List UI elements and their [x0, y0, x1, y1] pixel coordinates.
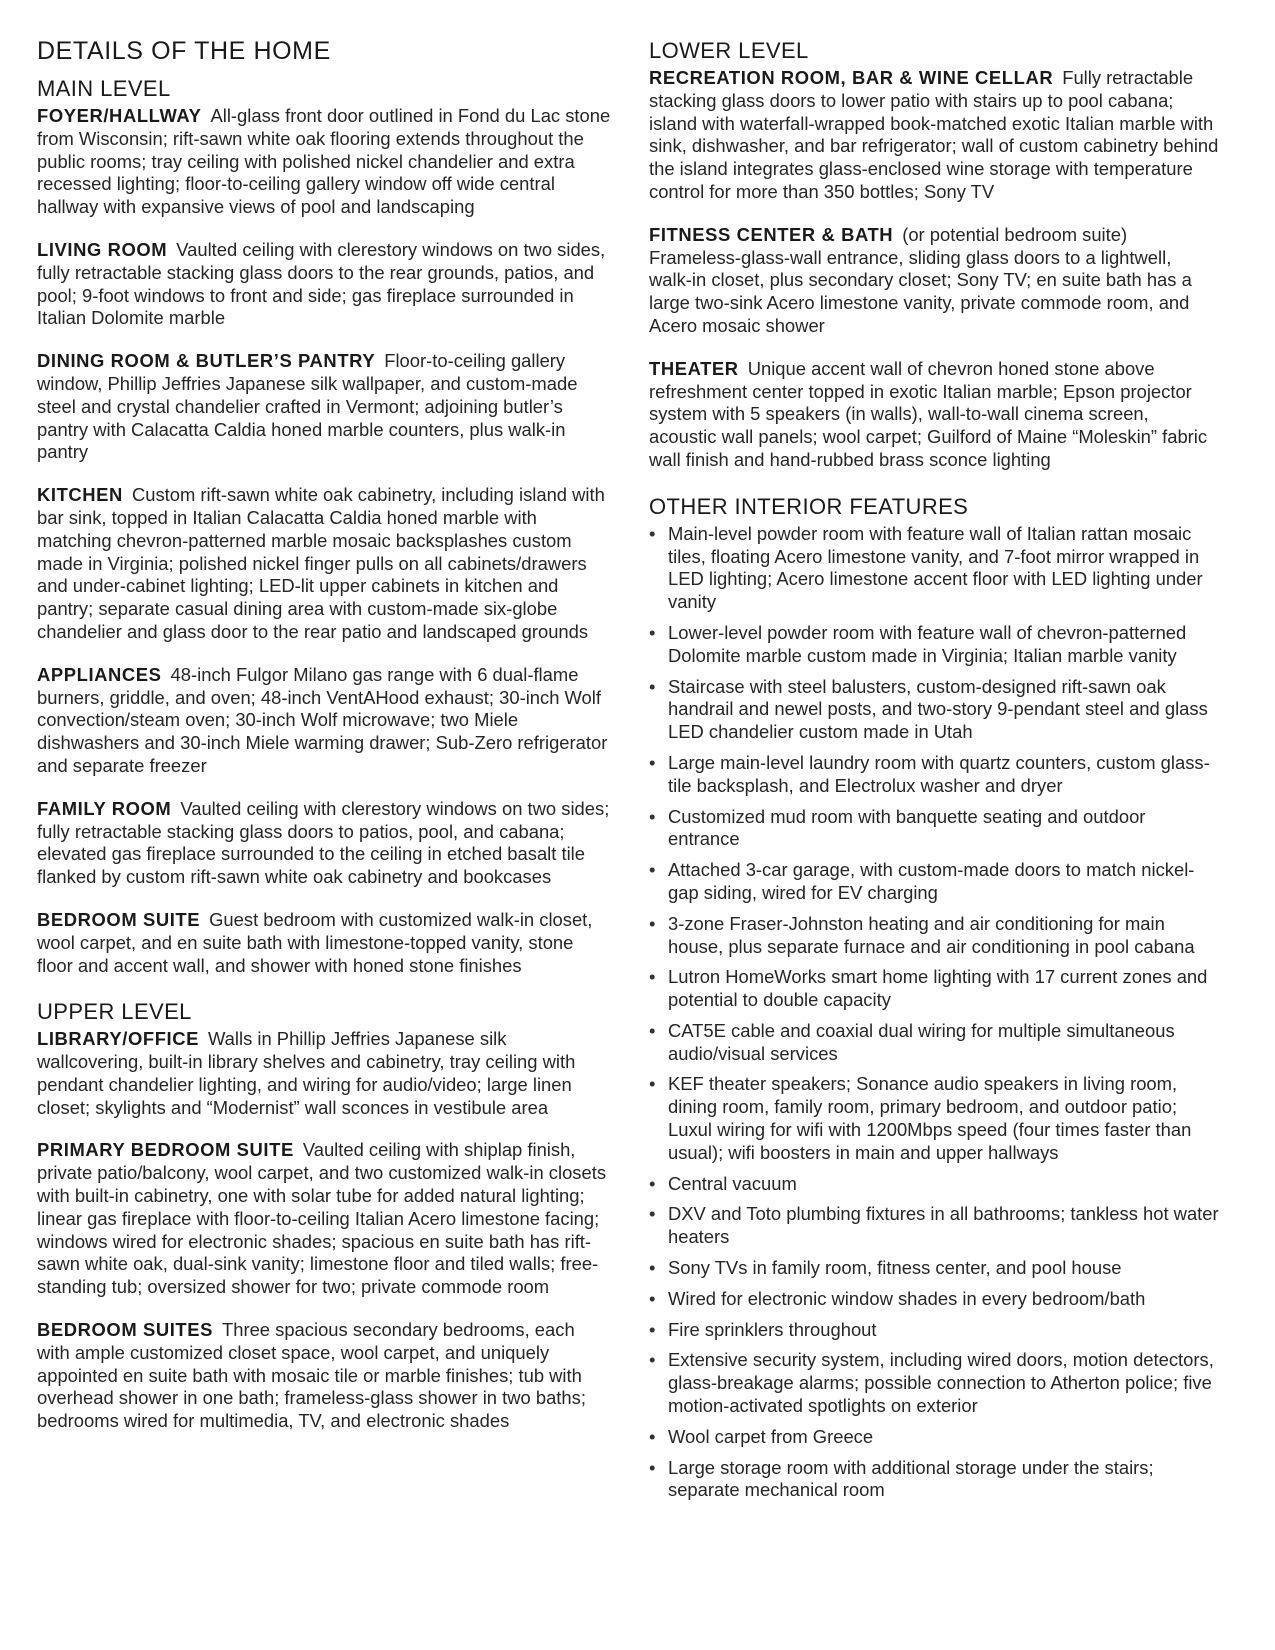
feature-item: • Main-level powder room with feature wall of Italian rattan mosaic tiles, floating Acero limestone vanity, and 7-foot mirror wrapped in LED lighting; Acero limestone accent floor with LED lighting under vanity: [649, 523, 1219, 614]
feature-item: • Sony TVs in family room, fitness center, and pool house: [649, 1257, 1219, 1280]
section-label: FAMILY ROOM: [37, 797, 172, 819]
section-recreation-room: [649, 67, 1219, 204]
lower-level-heading: LOWER LEVEL: [649, 38, 809, 63]
feature-item: • Large storage room with additional storage under the stairs; separate mechanical room: [649, 1457, 1219, 1503]
document-title: DETAILS OF THE HOME: [37, 37, 331, 65]
section-text: Unique accent wall of chevron honed stone above refreshment center topped in exotic Italian marble; Epson projector system with 5 speakers (in walls), wall-to-wall cinema screen, acoustic wall panels; wool carpet; Guilford of Maine “Moleskin” fabric wall finish and hand-rubbed brass sconce lighting: [649, 357, 1208, 470]
section-label: RECREATION ROOM, BAR & WINE CELLAR: [649, 67, 1054, 88]
main-level-sections: [37, 105, 611, 977]
feature-item: • DXV and Toto plumbing fixtures in all bathrooms; tankless hot water heaters: [649, 1203, 1219, 1249]
section-theater: [649, 358, 1219, 472]
section-label: FOYER/HALLWAY: [37, 105, 202, 126]
feature-item: • Central vacuum: [649, 1173, 1219, 1196]
section-text: Three spacious secondary bedrooms, each with ample customized closet space, wool carpet, and uniquely appointed en suite bath with mosaic tile or marble finishes; tub with overhead shower in one bath; frameless-glass shower in two baths; bedrooms wired for multimedia, TV, and electronic shades: [37, 1319, 586, 1432]
feature-item: • Wool carpet from Greece: [649, 1426, 1219, 1449]
section-label: LIBRARY/OFFICE: [37, 1028, 199, 1050]
section-bedroom-suites: [37, 1319, 611, 1433]
feature-item: • Extensive security system, including wired doors, motion detectors, glass-breakage alarms; possible connection to Atherton police; five motion-activated spotlights on exterior: [649, 1349, 1219, 1417]
feature-item: • Large main-level laundry room with quartz counters, custom glass-tile backsplash, and Electrolux washer and dryer: [649, 752, 1219, 798]
lower-level-sections: [649, 67, 1219, 472]
section-label: BEDROOM SUITE: [37, 908, 201, 930]
section-bedroom-suite: [37, 909, 611, 977]
feature-item: • Lower-level powder room with feature wall of chevron-patterned Dolomite marble custom made in Virginia; Italian marble vanity: [649, 622, 1219, 668]
section-text: Fully retractable stacking glass doors to lower patio with stairs up to pool cabana; island with waterfall-wrapped book-matched exotic Italian marble with sink, dishwasher, and bar refrigerator; wall of custom cabinetry behind the island integrates glass-enclosed wine storage with temperature control for more than 350 bottles; Sony TV: [649, 67, 1219, 202]
section-label: BEDROOM SUITES: [37, 1319, 213, 1341]
section-appliances: [37, 664, 611, 778]
upper-level-sections: [37, 1028, 611, 1433]
feature-item: • Wired for electronic window shades in every bedroom/bath: [649, 1288, 1219, 1311]
section-label: LIVING ROOM: [37, 238, 168, 260]
upper-level-heading: UPPER LEVEL: [37, 999, 192, 1025]
section-label: DINING ROOM & BUTLER’S PANTRY: [37, 350, 376, 372]
section-primary-bedroom-suite: [37, 1139, 611, 1299]
feature-item: • KEF theater speakers; Sonance audio speakers in living room, dining room, family room, primary bedroom, and outdoor patio; Luxul wiring for wifi with 1200Mbps speed (four times faster than usual); wifi boosters in main and upper hallways: [649, 1073, 1219, 1164]
feature-item: • 3-zone Fraser-Johnston heating and air conditioning for main house, plus separate furnace and air conditioning in pool cabana: [649, 913, 1219, 959]
section-living-room: [37, 239, 611, 330]
section-text: Vaulted ceiling with clerestory windows on two sides, fully retractable stacking glass doors to the rear grounds, patios, and pool; 9-foot windows to front and side; gas fireplace surrounded in Italian Dolomite marble: [37, 238, 606, 329]
other-features-list: [649, 523, 1219, 1502]
feature-item: • Attached 3-car garage, with custom-made doors to match nickel-gap siding, wired for EV charging: [649, 859, 1219, 905]
section-text: All-glass front door outlined in Fond du Lac stone from Wisconsin; rift-sawn white oak flooring extends throughout the public rooms; tray ceiling with polished nickel chandelier and extra recessed lighting; floor-to-ceiling gallery window off wide central hallway with expansive views of pool and landscaping: [37, 105, 611, 218]
section-text: 48-inch Fulgor Milano gas range with 6 dual-flame burners, griddle, and oven; 48-inch VentAHood exhaust; 30-inch Wolf convection/steam oven; 30-inch Wolf microwave; two Miele dishwashers and 30-inch Miele warming drawer; Sub-Zero refrigerator and separate freezer: [37, 663, 608, 776]
section-text: Guest bedroom with customized walk-in closet, wool carpet, and en suite bath with limestone-topped vanity, stone floor and accent wall, and shower with honed stone finishes: [37, 908, 593, 976]
feature-item: • Lutron HomeWorks smart home lighting with 17 current zones and potential to double capacity: [649, 966, 1219, 1012]
section-fitness-center: [649, 224, 1219, 338]
section-text: Custom rift-sawn white oak cabinetry, including island with bar sink, topped in Italian Calacatta Caldia honed marble with matching chevron-patterned marble mosaic backsplashes custom made in Virginia; polished nickel finger pulls on all cabinets/drawers and under-cabinet lighting; LED-lit upper cabinets in kitchen and pantry; separate casual dining area with custom-made six-globe chandelier and glass door to the rear patio and landscaped grounds: [37, 484, 605, 642]
section-dining-room: [37, 350, 611, 464]
section-text: Vaulted ceiling with shiplap finish, private patio/balcony, wool carpet, and two customized walk-in closets with built-in cabinetry, one with solar tube for added natural lighting; linear gas fireplace with floor-to-ceiling Italian Acero limestone facing; windows wired for electronic shades; spacious en suite bath has rift-sawn white oak, dual-sink vanity; limestone floor and tiled walls; free-standing tub; oversized shower for two; private commode room: [37, 1139, 607, 1298]
main-level-heading: MAIN LEVEL: [37, 76, 171, 101]
section-text: (or potential bedroom suite) Frameless-glass-wall entrance, sliding glass doors to a lightwell, walk-in closet, plus secondary closet; Sony TV; en suite bath has a large two-sink Acero limestone vanity, private commode room, and Acero mosaic shower: [649, 223, 1192, 336]
section-text: Walls in Phillip Jeffries Japanese silk wallcovering, built-in library shelves and cabinetry, tray ceiling with pendant chandelier lighting, and wiring for audio/video; large linen closet; skylights and “Modernist” wall sconces in vestibule area: [37, 1028, 576, 1118]
section-library-office: [37, 1028, 611, 1119]
section-kitchen: [37, 484, 611, 644]
section-label: KITCHEN: [37, 484, 123, 506]
other-features-heading: OTHER INTERIOR FEATURES: [649, 493, 969, 519]
right-column: [649, 36, 1219, 1650]
feature-item: • Customized mud room with banquette seating and outdoor entrance: [649, 806, 1219, 852]
section-text: Vaulted ceiling with clerestory windows on two sides; fully retractable stacking glass doors to patios, pool, and cabana; elevated gas fireplace surrounded to the ceiling in etched basalt tile flanked by custom rift-sawn white oak cabinetry and bookcases: [37, 797, 610, 888]
feature-item: • Staircase with steel balusters, custom-designed rift-sawn oak handrail and newel posts, and two-story 9-pendant steel and glass LED chandelier custom made in Utah: [649, 676, 1219, 744]
left-column: [37, 36, 611, 1650]
section-label: THEATER: [649, 357, 739, 379]
feature-item: • CAT5E cable and coaxial dual wiring for multiple simultaneous audio/visual services: [649, 1020, 1219, 1066]
section-label: APPLIANCES: [37, 663, 162, 685]
section-label: FITNESS CENTER & BATH: [649, 223, 894, 245]
feature-item: • Fire sprinklers throughout: [649, 1319, 1219, 1342]
section-label: PRIMARY BEDROOM SUITE: [37, 1139, 294, 1161]
section-family-room: [37, 798, 611, 889]
section-text: Floor-to-ceiling gallery window, Phillip Jeffries Japanese silk wallpaper, and custom-made steel and crystal chandelier crafted in Vermont; adjoining butler’s pantry with Calacatta Caldia honed marble counters, plus walk-in pantry: [37, 350, 578, 463]
section-foyer-hallway: [37, 105, 611, 219]
